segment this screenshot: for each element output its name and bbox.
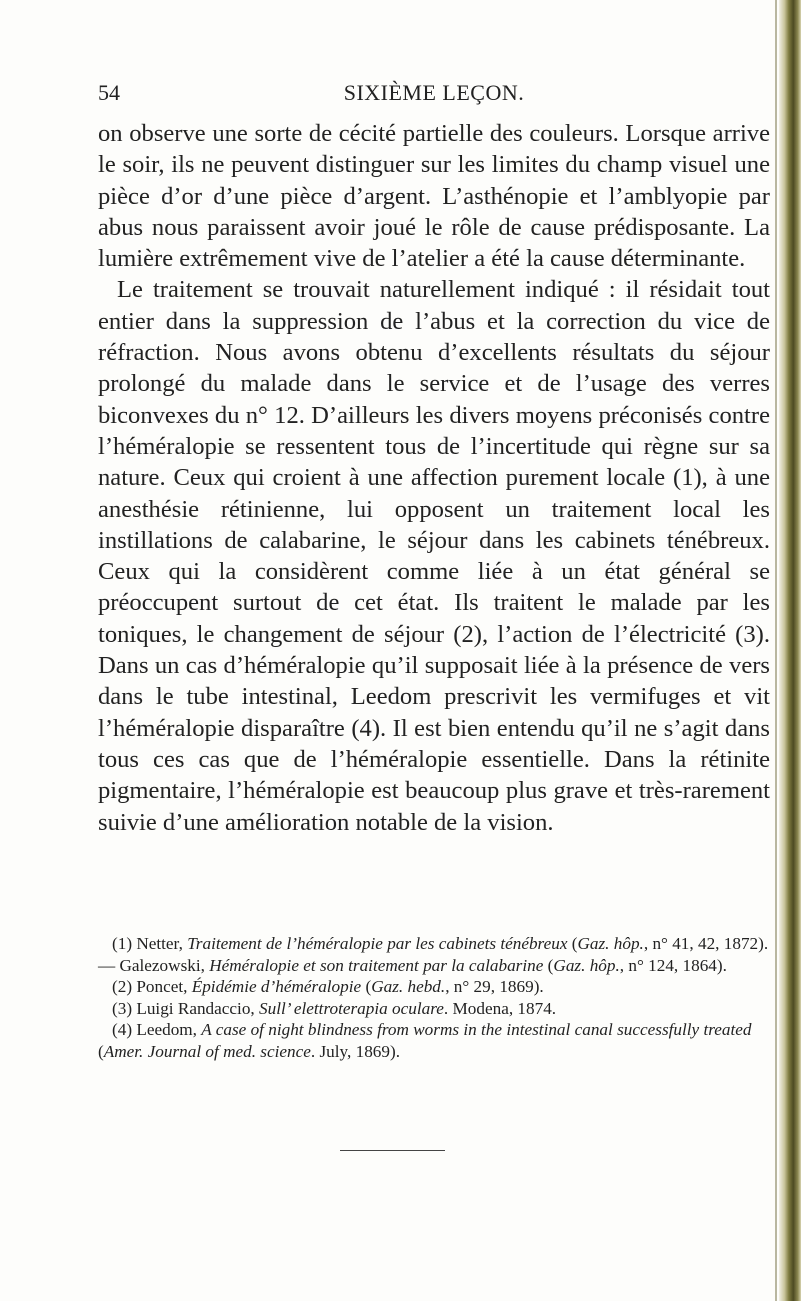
paragraph: on observe une sorte de cécité partielle des couleurs. Lorsque arrive le soir, ils ne peuvent distinguer sur les limites du champ visuel une pièce d’or d’une pièce d’argent. L’asthénopie et l’amblyopie par abus nous paraissent avoir joué le rôle de cause prédisposante. La lumière extrêmement vive de l’atelier a été la cause déterminante. bbox=[98, 120, 770, 273]
page-edge bbox=[779, 0, 801, 1301]
footnote-2: (2) Poncet, Épidémie d’héméralopie (Gaz. hebd., n° 29, 1869). bbox=[112, 977, 544, 997]
paragraph: Le traitement se trouvait naturellement indiqué : il résidait tout entier dans la suppression de l’abus et la correction du vice de réfraction. Nous avons obtenu d’excellents résultats du séjour prolongé du malade dans le service et de l’usage des verres biconvexes du n° 12. D’ailleurs les divers moyens préconisés contre l’héméralopie se ressentent tous de l’incertitude qui règne sur sa nature. Ceux qui croient à une affection purement locale (1), à une anesthésie rétinienne, lui opposent un traitement local les instillations de calabarine, le séjour dans les cabinets ténébreux. Ceux qui la considèrent comme liée à un état général se préoccupent surtout de cet état. Ils traitent le malade par les toniques, le changement de séjour (2), l’action de l’électricité (3). Dans un cas d’héméralopie qu’il supposait liée à la présence de vers dans le tube intestinal, Leedom prescrivit les vermifuges et vit l’héméralopie disparaître (4). Il est bien entendu qu’il ne s’agit dans tous ces cas que de l’héméralopie essentielle. Dans la rétinite pigmentaire, l’héméralopie est beaucoup plus grave et très-rarement suivie d’une amélioration notable de la vision. bbox=[98, 276, 770, 836]
footnote-end-rule bbox=[340, 1150, 445, 1151]
running-title: SIXIÈME LEÇON. bbox=[343, 80, 525, 105]
footnote-1: (1) Netter, Traitement de l’héméralopie par les cabinets ténébreux (Gaz. hôp., n° 41, 42, 1872).— Galezowski, Héméralopie et son traitement par la calabarine (Gaz. hôp., n° 124, 1864). bbox=[98, 934, 769, 975]
page-header bbox=[98, 80, 770, 110]
footnotes bbox=[98, 933, 770, 1063]
footnote-3: (3) Luigi Randaccio, Sull’ elettroterapia oculare. Modena, 1874. bbox=[112, 998, 557, 1018]
footnote-4: (4) Leedom, A case of night blindness from worms in the intestinal canal successfully treated (Amer. Journal of med. science. July, 1869). bbox=[98, 1020, 752, 1061]
body-text bbox=[98, 118, 770, 838]
page-number: 54 bbox=[98, 80, 120, 105]
page-edge-shadow bbox=[775, 0, 777, 1301]
